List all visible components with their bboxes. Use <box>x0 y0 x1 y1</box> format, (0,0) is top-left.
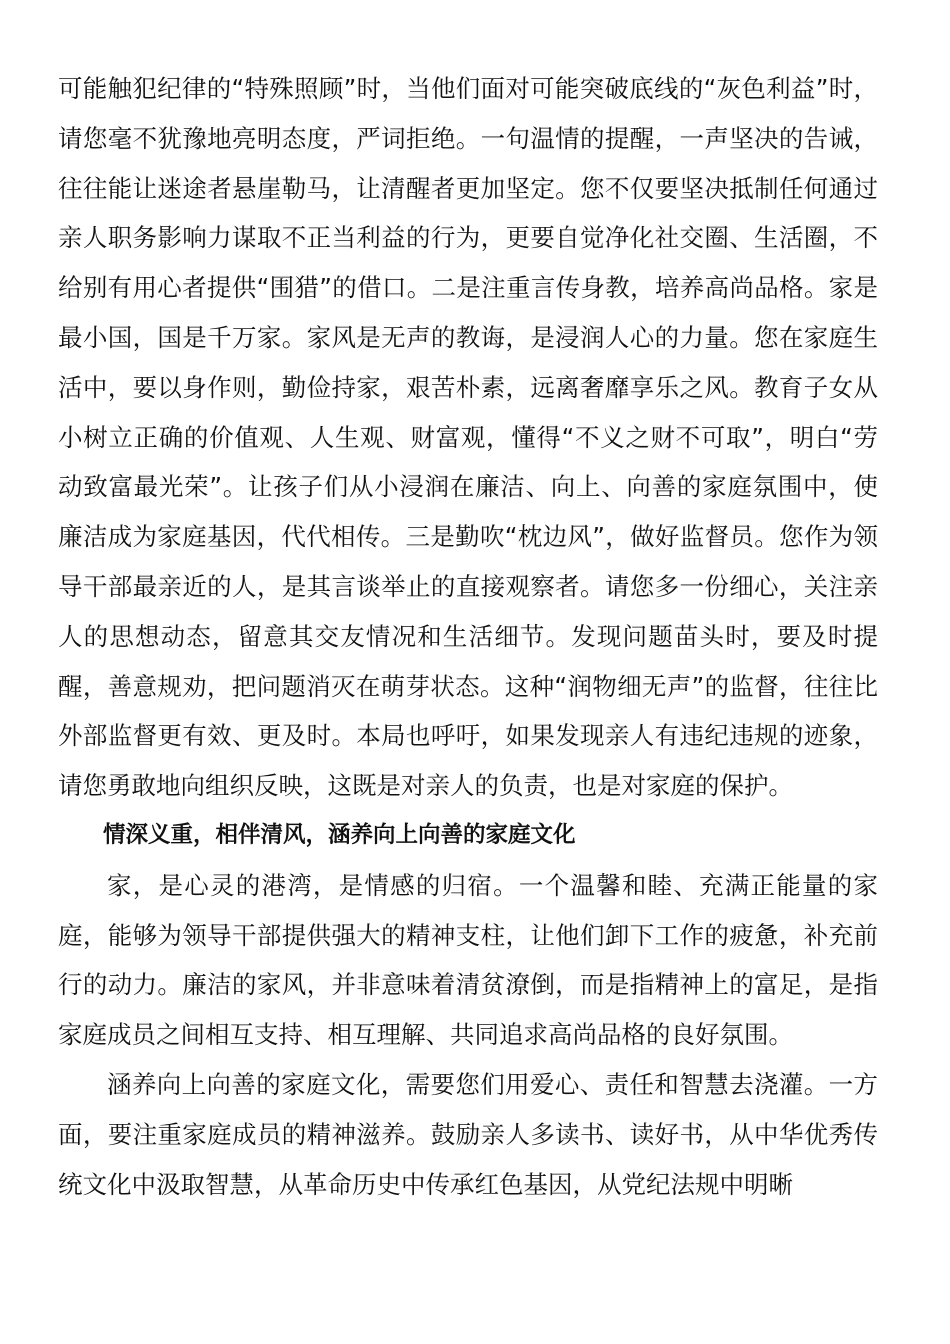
section-heading: 情深义重，相伴清风，涵养向上向善的家庭文化 <box>103 821 576 848</box>
body-paragraph-continued: 可能触犯纪律的“特殊照顾”时，当他们面对可能突破底线的“灰色利益”时，请您毫不犹豫地亮明态度，严词拒绝。一句温情的提醒，一声坚决的告诫，往往能让迷途者悬崖勒马，让清醒者更加坚定。您不仅要坚决抵制任何通过亲人职务影响力谋取不正当利益的行为，更要自觉净化社交圈、生活圈，不给别有用心者提供“围猎”的借口。二是注重言传身教，培养高尚品格。家是最小国，国是千万家。家风是无声的教诲，是浸润人心的力量。您在家庭生活中，要以身作则，勤俭持家，艰苦朴素，远离奢靡享乐之风。教育子女从小树立正确的价值观、人生观、财富观，懂得“不义之财不可取”，明白“劳动致富最光荣”。让孩子们从小浸润在廉洁、向上、向善的家庭氛围中，使廉洁成为家庭基因，代代相传。三是勤吹“枕边风”，做好监督员。您作为领导干部最亲近的人，是其言谈举止的直接观察者。请您多一份细心，关注亲人的思想动态，留意其交友情况和生活细节。发现问题苗头时，要及时提醒，善意规劝，把问题消灭在萌芽状态。这种“润物细无声”的监督，往往比外部监督更有效、更及时。本局也呼吁，如果发现亲人有违纪违规的迹象，请您勇敢地向组织反映，这既是对亲人的负责，也是对家庭的保护。 <box>58 74 878 801</box>
body-paragraph: 家，是心灵的港湾，是情感的归宿。一个温馨和睦、充满正能量的家庭，能够为领导干部提供强大的精神支柱，让他们卸下工作的疲惫，补充前行的动力。廉洁的家风，并非意味着清贫潦倒，而是指精神上的富足，是指家庭成员之间相互支持、相互理解、共同追求高尚品格的良好氛围。 <box>58 870 878 1050</box>
document-page <box>58 64 878 1209</box>
body-paragraph: 涵养向上向善的家庭文化，需要您们用爱心、责任和智慧去浇灌。一方面，要注重家庭成员的精神滋养。鼓励亲人多读书、读好书，从中华优秀传统文化中汲取智慧，从革命历史中传承红色基因，从党纪法规中明晰 <box>58 1069 878 1199</box>
